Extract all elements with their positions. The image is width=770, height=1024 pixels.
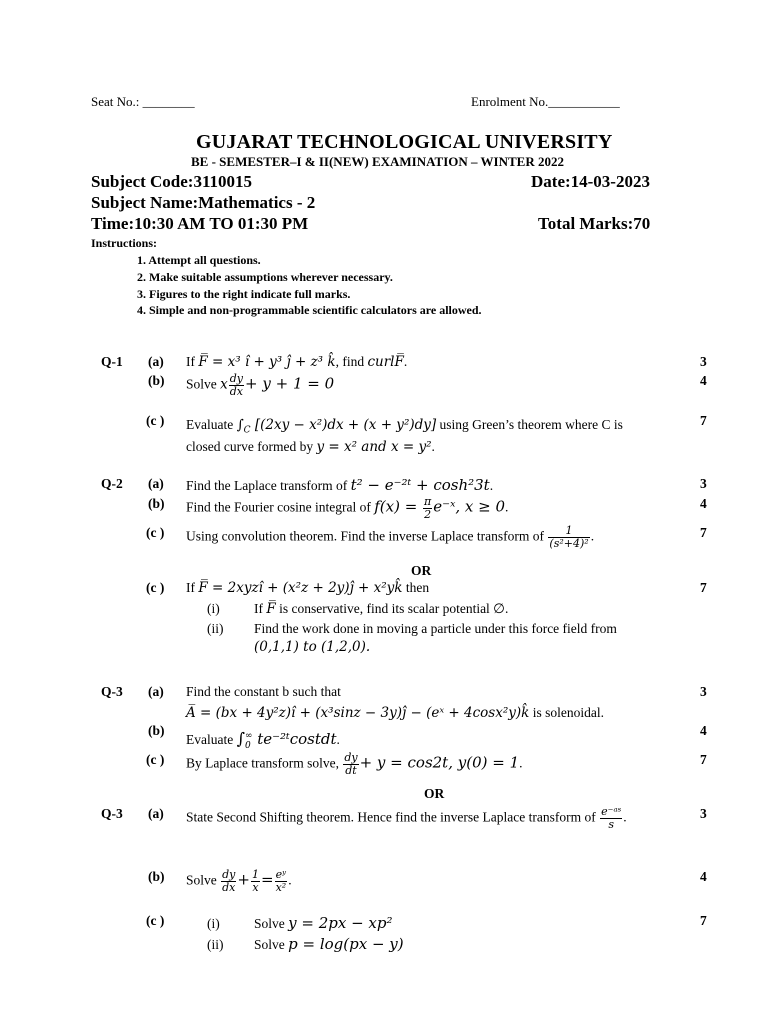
part-label: (c ) (146, 913, 165, 928)
q3a-text: Find the constant b such that (186, 684, 341, 699)
part-label: (a) (148, 476, 164, 491)
question-label: Q-3 (101, 684, 123, 699)
marks: 3 (700, 806, 707, 821)
q2b-text: Find the Fourier cosine integral of f(x) = $\frac{\pi}{2}$ e⁻ˣ, x ≥ 0. (186, 495, 509, 521)
q1a-text: If F̅ = x³ î + y³ ĵ + z³ k̂, find curlF̅. (186, 354, 408, 370)
q3c-text: By Laplace transform solve, $\frac{dy}{dt}$ + y = cos2t, y(0) = 1. (186, 751, 523, 777)
subject-name: Subject Name:Mathematics - 2 (91, 193, 316, 212)
q2c-alt-i-text: If F̅ is conservative, find its scalar potential ∅. (254, 601, 509, 617)
q2a-text: Find the Laplace transform of t² − e⁻²ᵗ + cosh²3t. (186, 476, 494, 494)
subject-code: Subject Code:3110015 (91, 172, 253, 191)
q3alt-c-ii-text: Solve p = log(px − y) (254, 935, 404, 953)
enrolment-number: Enrolment No.___________ (471, 94, 620, 109)
seat-number: Seat No.: ________ (91, 94, 195, 109)
q3alt-c-i-text: Solve y = 2px − xp² (254, 914, 393, 932)
marks: 4 (700, 496, 707, 511)
q1b-text: Solve x $\frac{dy}{dx}$ + y + 1 = 0 (186, 372, 335, 398)
q3b-text: Evaluate ∫ ∞ 0 te⁻²ᵗcostdt. (186, 729, 340, 751)
instruction-item: 4. Simple and non-programmable scientific calculators are allowed. (137, 303, 482, 317)
part-label: (c ) (146, 580, 165, 595)
marks: 3 (700, 354, 707, 369)
q2c-alt-ii-text: Find the work done in moving a particle under this force field from (254, 621, 617, 636)
marks: 4 (700, 373, 707, 388)
question-label: Q-3 (101, 806, 123, 821)
total-marks: Total Marks:70 (538, 214, 651, 233)
marks: 7 (700, 580, 707, 595)
part-label: (b) (148, 373, 165, 388)
marks: 4 (700, 723, 707, 738)
marks: 7 (700, 413, 707, 428)
or-separator: OR (424, 786, 445, 801)
exam-date: Date:14-03-2023 (531, 172, 650, 191)
sub-part-label: (i) (207, 601, 220, 616)
instructions-heading: Instructions: (91, 236, 158, 250)
part-label: (c ) (146, 525, 165, 540)
q3alt-b-text: Solve $\frac{dy}{dx}$ + $\frac{1}{x}$ = $\frac{\text{eʸ}}{\text{x²}}$ . (186, 868, 292, 894)
part-label: (a) (148, 354, 164, 369)
part-label: (a) (148, 684, 164, 699)
marks: 4 (700, 869, 707, 884)
q2c-text: Using convolution theorem. Find the inverse Laplace transform of $\frac{1}{\text{(s²+4)²}}$ . (186, 524, 595, 550)
marks: 7 (700, 525, 707, 540)
part-label: (c ) (146, 752, 165, 767)
marks: 3 (700, 476, 707, 491)
part-label: (a) (148, 806, 164, 821)
question-label: Q-2 (101, 476, 123, 491)
marks: 3 (700, 684, 707, 699)
university-title: GUJARAT TECHNOLOGICAL UNIVERSITY (196, 131, 613, 153)
q1c-text: Evaluate $\int_C$ [(2xy − x²)dx + (x + y²)dy] using Green’s theorem where C is (186, 417, 623, 436)
marks: 7 (700, 913, 707, 928)
exam-title: BE - SEMESTER–I & II(NEW) EXAMINATION – WINTER 2022 (191, 154, 564, 169)
q3a-text-line2: A̅ = (bx + 4y²z)î + (x³sinz − 3y)ĵ − (eˣ + 4cosx²y)k̂ is solenoidal. (186, 705, 604, 721)
part-label: (c ) (146, 413, 165, 428)
sub-part-label: (ii) (207, 937, 224, 952)
instruction-item: 3. Figures to the right indicate full marks. (137, 287, 351, 301)
q2c-alt-ii-text-line2: (0,1,1) to (1,2,0). (254, 639, 371, 655)
or-separator: OR (411, 563, 432, 578)
q1c-text-line2: closed curve formed by y = x² and x = y². (186, 439, 435, 455)
part-label: (b) (148, 496, 165, 511)
exam-time: Time:10:30 AM TO 01:30 PM (91, 214, 309, 233)
q3alt-a-text: State Second Shifting theorem. Hence find the inverse Laplace transform of $\frac{\text{e⁻ᵃˢ}}{s}$ . (186, 805, 627, 831)
q2c-alt-text: If F̅ = 2xyzî + (x²z + 2y)ĵ + x²yk̂ then (186, 580, 430, 596)
sub-part-label: (ii) (207, 621, 224, 636)
marks: 7 (700, 752, 707, 767)
question-label: Q-1 (101, 354, 123, 369)
instruction-item: 2. Make suitable assumptions wherever necessary. (137, 270, 393, 284)
part-label: (b) (148, 869, 165, 884)
part-label: (b) (148, 723, 165, 738)
instruction-item: 1. Attempt all questions. (137, 253, 261, 267)
sub-part-label: (i) (207, 916, 220, 931)
